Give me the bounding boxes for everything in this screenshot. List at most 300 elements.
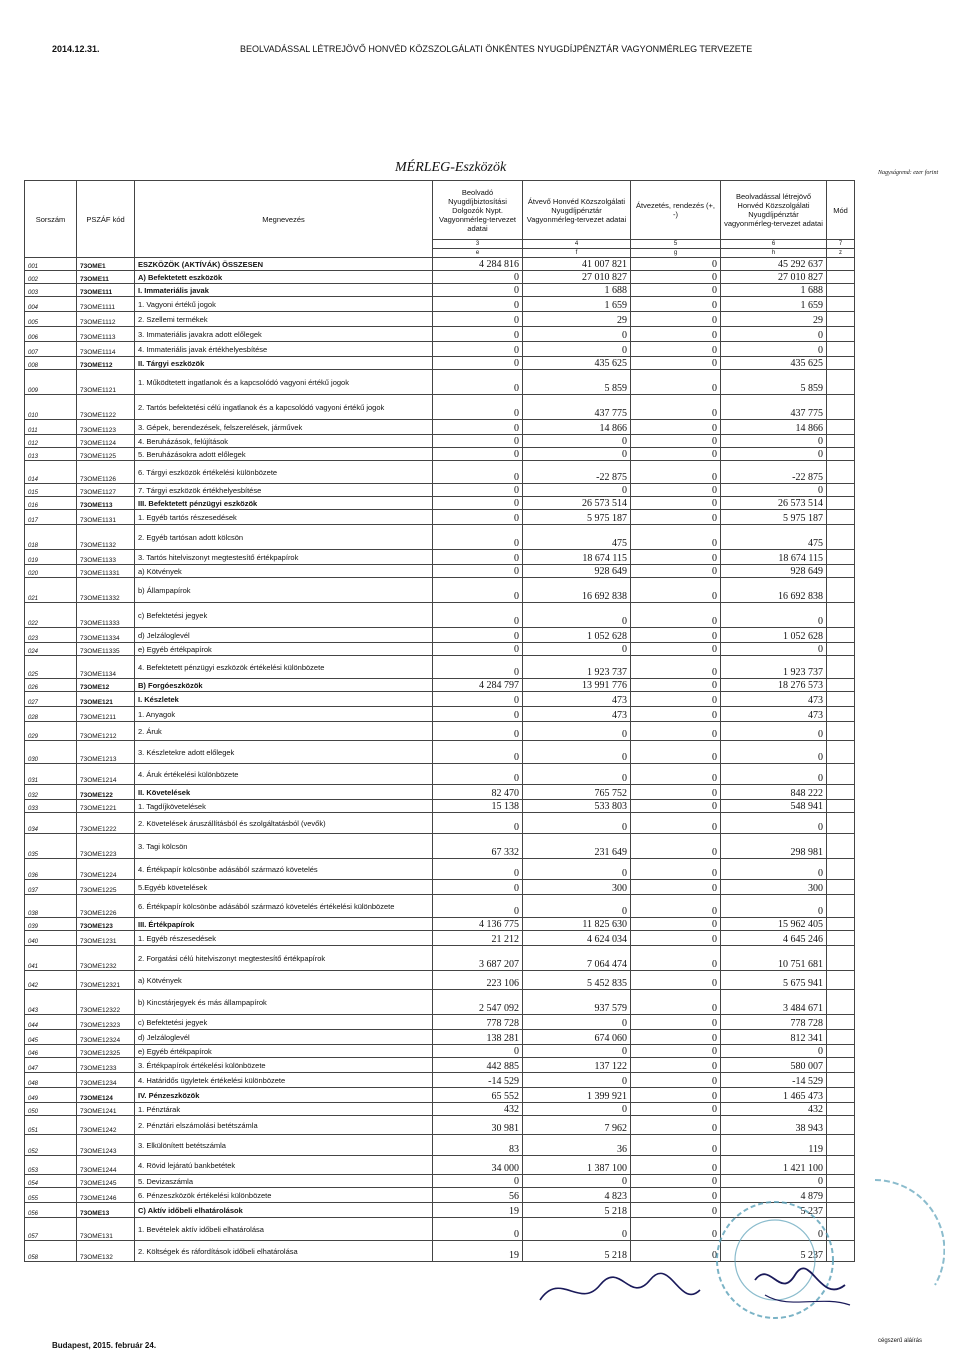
row-value-beolvado: -14 529 — [433, 1073, 523, 1088]
row-value-atvezetes: 0 — [631, 785, 721, 800]
row-value-atvevo: 5 975 187 — [523, 510, 631, 525]
row-pszaf-code: 73OME1124 — [77, 435, 135, 448]
row-pszaf-code: 73OME11332 — [77, 578, 135, 603]
row-name: b) Állampapírok — [135, 578, 433, 603]
row-pszaf-code: 73OME121 — [77, 692, 135, 707]
row-pszaf-code: 73OME1122 — [77, 395, 135, 420]
row-serial: 047 — [25, 1058, 77, 1073]
row-serial: 024 — [25, 643, 77, 656]
row-value-atvevo: 928 649 — [523, 565, 631, 578]
row-name: 4. Befektetett pénzügyi eszközök értékelési különbözete — [135, 656, 433, 679]
col-letter: f — [523, 249, 631, 258]
row-pszaf-code: 73OME12322 — [77, 990, 135, 1015]
row-pszaf-code: 73OME11334 — [77, 628, 135, 643]
row-value-letrejovo: -14 529 — [721, 1073, 827, 1088]
row-mod — [827, 764, 855, 785]
row-value-atvevo: 0 — [523, 1103, 631, 1116]
row-mod — [827, 357, 855, 370]
row-value-beolvado: 432 — [433, 1103, 523, 1116]
row-pszaf-code: 73OME1132 — [77, 525, 135, 550]
row-pszaf-code: 73OME1 — [77, 258, 135, 271]
row-mod — [827, 800, 855, 813]
row-name: 3. Értékpapírok értékelési különbözete — [135, 1058, 433, 1073]
row-value-atvezetes: 0 — [631, 880, 721, 895]
row-serial: 028 — [25, 707, 77, 722]
table-row — [25, 679, 855, 692]
row-value-atvezetes: 0 — [631, 1088, 721, 1103]
row-name: 6. Értékpapír kölcsönbe adásából származó követelés értékelési különbözete — [135, 895, 433, 918]
row-value-beolvado: 0 — [433, 327, 523, 342]
row-name: 4. Határidős ügyletek értékelési különbözete — [135, 1073, 433, 1088]
row-serial: 020 — [25, 565, 77, 578]
row-serial: 018 — [25, 525, 77, 550]
row-value-beolvado: 0 — [433, 461, 523, 484]
row-value-atvevo: 1 659 — [523, 297, 631, 312]
row-serial: 053 — [25, 1156, 77, 1175]
row-value-letrejovo: 29 — [721, 312, 827, 327]
row-name: C) Aktív időbeli elhatárolások — [135, 1203, 433, 1218]
table-row — [25, 895, 855, 918]
row-name: 4. Immateriális javak értékhelyesbítése — [135, 342, 433, 357]
row-value-atvevo: 1 387 100 — [523, 1156, 631, 1175]
table-row — [25, 1045, 855, 1058]
row-value-letrejovo: 18 674 115 — [721, 550, 827, 565]
row-serial: 043 — [25, 990, 77, 1015]
row-value-letrejovo: 5 237 — [721, 1241, 827, 1262]
row-name: 6. Tárgyi eszközök értékelési különbözete — [135, 461, 433, 484]
row-name: ESZKÖZÖK (AKTÍVÁK) ÖSSZESEN — [135, 258, 433, 271]
row-value-letrejovo: 27 010 827 — [721, 271, 827, 284]
row-name: c) Befektetési jegyek — [135, 603, 433, 628]
table-row — [25, 497, 855, 510]
row-value-atvezetes: 0 — [631, 342, 721, 357]
table-row — [25, 1135, 855, 1156]
row-pszaf-code: 73OME111 — [77, 284, 135, 297]
row-serial: 011 — [25, 420, 77, 435]
row-value-atvezetes: 0 — [631, 895, 721, 918]
row-serial: 057 — [25, 1218, 77, 1241]
row-value-beolvado: 0 — [433, 525, 523, 550]
row-value-beolvado: 0 — [433, 297, 523, 312]
row-pszaf-code: 73OME13 — [77, 1203, 135, 1218]
row-value-beolvado: 3 687 207 — [433, 946, 523, 971]
table-row — [25, 357, 855, 370]
table-row — [25, 1073, 855, 1088]
row-mod — [827, 931, 855, 946]
row-value-beolvado: 0 — [433, 550, 523, 565]
row-value-beolvado: 15 138 — [433, 800, 523, 813]
row-value-letrejovo: 475 — [721, 525, 827, 550]
row-pszaf-code: 73OME12324 — [77, 1030, 135, 1045]
row-value-atvezetes: 0 — [631, 420, 721, 435]
row-value-atvevo: 14 866 — [523, 420, 631, 435]
row-name: 5. Beruházásokra adott előlegek — [135, 448, 433, 461]
row-value-beolvado: 19 — [433, 1241, 523, 1262]
row-value-atvevo: 674 060 — [523, 1030, 631, 1045]
row-value-atvezetes: 0 — [631, 497, 721, 510]
row-serial: 026 — [25, 679, 77, 692]
row-value-beolvado: 82 470 — [433, 785, 523, 800]
row-value-beolvado: 138 281 — [433, 1030, 523, 1045]
row-value-letrejovo: 38 943 — [721, 1116, 827, 1135]
row-serial: 040 — [25, 931, 77, 946]
row-mod — [827, 1116, 855, 1135]
row-value-beolvado: 83 — [433, 1135, 523, 1156]
row-value-atvevo: 7 962 — [523, 1116, 631, 1135]
row-mod — [827, 918, 855, 931]
table-row — [25, 785, 855, 800]
row-value-beolvado: 0 — [433, 764, 523, 785]
balance-sheet-table — [24, 180, 855, 1262]
row-value-letrejovo: 45 292 637 — [721, 258, 827, 271]
row-value-letrejovo: 0 — [721, 342, 827, 357]
row-pszaf-code: 73OME1211 — [77, 707, 135, 722]
row-value-beolvado: 0 — [433, 880, 523, 895]
row-mod — [827, 484, 855, 497]
row-mod — [827, 603, 855, 628]
row-value-atvezetes: 0 — [631, 258, 721, 271]
row-value-atvezetes: 0 — [631, 1135, 721, 1156]
table-row — [25, 510, 855, 525]
row-value-letrejovo: 0 — [721, 1045, 827, 1058]
section-title: MÉRLEG-Eszközök — [395, 160, 507, 175]
row-mod — [827, 370, 855, 395]
row-value-beolvado: 4 284 797 — [433, 679, 523, 692]
row-value-atvezetes: 0 — [631, 813, 721, 834]
row-serial: 039 — [25, 918, 77, 931]
table-row — [25, 271, 855, 284]
row-serial: 027 — [25, 692, 77, 707]
row-value-letrejovo: 26 573 514 — [721, 497, 827, 510]
row-value-atvezetes: 0 — [631, 918, 721, 931]
row-value-atvevo: 1 399 921 — [523, 1088, 631, 1103]
row-mod — [827, 284, 855, 297]
col-letter: z — [827, 249, 855, 258]
table-row — [25, 834, 855, 859]
row-value-letrejovo: 0 — [721, 813, 827, 834]
row-value-beolvado: 19 — [433, 1203, 523, 1218]
row-value-letrejovo: 5 675 941 — [721, 971, 827, 990]
row-value-letrejovo: 1 052 628 — [721, 628, 827, 643]
row-value-beolvado: 0 — [433, 656, 523, 679]
row-value-atvevo: 0 — [523, 448, 631, 461]
row-value-letrejovo: 119 — [721, 1135, 827, 1156]
row-value-letrejovo: 4 645 246 — [721, 931, 827, 946]
row-value-beolvado: 0 — [433, 342, 523, 357]
row-value-beolvado: 4 136 775 — [433, 918, 523, 931]
row-value-letrejovo: 5 237 — [721, 1203, 827, 1218]
table-row — [25, 312, 855, 327]
table-row — [25, 1058, 855, 1073]
row-value-beolvado: 0 — [433, 643, 523, 656]
row-mod — [827, 971, 855, 990]
row-serial: 015 — [25, 484, 77, 497]
row-value-letrejovo: 928 649 — [721, 565, 827, 578]
row-value-atvevo: 437 775 — [523, 395, 631, 420]
row-name: 2. Áruk — [135, 722, 433, 741]
table-row — [25, 931, 855, 946]
col-7-header: Mód — [827, 181, 855, 240]
place-date: Budapest, 2015. február 24. — [52, 1341, 157, 1350]
table-row — [25, 284, 855, 297]
row-serial: 037 — [25, 880, 77, 895]
row-pszaf-code: 73OME123 — [77, 918, 135, 931]
table-row — [25, 764, 855, 785]
row-value-beolvado: 0 — [433, 284, 523, 297]
row-value-beolvado: 34 000 — [433, 1156, 523, 1175]
row-name: 3. Tartós hitelviszonyt megtestesítő értékpapírok — [135, 550, 433, 565]
row-pszaf-code: 73OME1234 — [77, 1073, 135, 1088]
col-number: 4 — [523, 240, 631, 249]
row-value-beolvado: 223 106 — [433, 971, 523, 990]
row-value-atvezetes: 0 — [631, 1175, 721, 1188]
row-value-atvezetes: 0 — [631, 946, 721, 971]
row-value-letrejovo: 5 975 187 — [721, 510, 827, 525]
row-value-beolvado: 0 — [433, 435, 523, 448]
row-mod — [827, 435, 855, 448]
row-pszaf-code: 73OME1246 — [77, 1188, 135, 1203]
row-name: 3. Elkülönített betétszámla — [135, 1135, 433, 1156]
row-serial: 016 — [25, 497, 77, 510]
row-value-atvevo: 29 — [523, 312, 631, 327]
table-row — [25, 297, 855, 312]
row-value-letrejovo: -22 875 — [721, 461, 827, 484]
row-pszaf-code: 73OME1121 — [77, 370, 135, 395]
row-value-beolvado: 0 — [433, 510, 523, 525]
row-value-beolvado: 0 — [433, 722, 523, 741]
row-value-beolvado: 0 — [433, 1045, 523, 1058]
row-value-beolvado: 67 332 — [433, 834, 523, 859]
row-serial: 038 — [25, 895, 77, 918]
row-value-atvevo: 0 — [523, 1073, 631, 1088]
row-value-beolvado: 0 — [433, 271, 523, 284]
row-value-atvezetes: 0 — [631, 435, 721, 448]
row-serial: 055 — [25, 1188, 77, 1203]
table-row — [25, 1116, 855, 1135]
row-value-atvevo: 533 803 — [523, 800, 631, 813]
row-pszaf-code: 73OME1123 — [77, 420, 135, 435]
row-value-beolvado: 0 — [433, 1175, 523, 1188]
table-row — [25, 420, 855, 435]
row-name: 1. Egyéb részesedések — [135, 931, 433, 946]
row-pszaf-code: 73OME1214 — [77, 764, 135, 785]
row-pszaf-code: 73OME1127 — [77, 484, 135, 497]
row-name: 2. Költségek és ráfordítások időbeli elhatárolása — [135, 1241, 433, 1262]
row-mod — [827, 895, 855, 918]
col-letter: h — [721, 249, 827, 258]
row-name: 2. Egyéb tartósan adott kölcsön — [135, 525, 433, 550]
row-mod — [827, 327, 855, 342]
unit-note: Nagyságrend: ezer forint — [878, 170, 939, 176]
row-name: 6. Pénzeszközök értékelési különbözete — [135, 1188, 433, 1203]
table-row — [25, 258, 855, 271]
row-serial: 050 — [25, 1103, 77, 1116]
row-value-beolvado: 0 — [433, 420, 523, 435]
table-row — [25, 741, 855, 764]
row-mod — [827, 525, 855, 550]
table-row — [25, 1088, 855, 1103]
row-value-atvevo: 0 — [523, 643, 631, 656]
row-pszaf-code: 73OME1233 — [77, 1058, 135, 1073]
row-serial: 008 — [25, 357, 77, 370]
row-serial: 014 — [25, 461, 77, 484]
row-pszaf-code: 73OME1242 — [77, 1116, 135, 1135]
row-value-letrejovo: 1 688 — [721, 284, 827, 297]
table-row — [25, 1030, 855, 1045]
row-value-atvevo: 231 649 — [523, 834, 631, 859]
row-mod — [827, 1030, 855, 1045]
row-value-atvezetes: 0 — [631, 692, 721, 707]
row-mod — [827, 271, 855, 284]
row-value-letrejovo: 0 — [721, 741, 827, 764]
row-value-atvevo: 475 — [523, 525, 631, 550]
row-serial: 032 — [25, 785, 77, 800]
row-pszaf-code: 73OME1226 — [77, 895, 135, 918]
row-pszaf-code: 73OME12323 — [77, 1015, 135, 1030]
row-serial: 052 — [25, 1135, 77, 1156]
row-value-atvevo: 4 624 034 — [523, 931, 631, 946]
row-mod — [827, 550, 855, 565]
row-value-beolvado: 0 — [433, 1218, 523, 1241]
row-serial: 001 — [25, 258, 77, 271]
row-name: a) Kötvények — [135, 565, 433, 578]
row-value-beolvado: 0 — [433, 628, 523, 643]
col-number: 7 — [827, 240, 855, 249]
row-value-atvevo: 0 — [523, 741, 631, 764]
row-value-letrejovo: 18 276 573 — [721, 679, 827, 692]
row-serial: 049 — [25, 1088, 77, 1103]
col-number: 5 — [631, 240, 721, 249]
row-value-atvevo: 26 573 514 — [523, 497, 631, 510]
row-value-beolvado: 0 — [433, 357, 523, 370]
row-value-letrejovo: 548 941 — [721, 800, 827, 813]
row-mod — [827, 1135, 855, 1156]
table-row — [25, 813, 855, 834]
table-row — [25, 578, 855, 603]
row-mod — [827, 565, 855, 578]
row-value-atvezetes: 0 — [631, 284, 721, 297]
row-name: 7. Tárgyi eszközök értékhelyesbítése — [135, 484, 433, 497]
table-row — [25, 628, 855, 643]
table-row — [25, 342, 855, 357]
row-value-letrejovo: 473 — [721, 707, 827, 722]
row-value-atvezetes: 0 — [631, 931, 721, 946]
row-serial: 017 — [25, 510, 77, 525]
row-serial: 031 — [25, 764, 77, 785]
table-row — [25, 880, 855, 895]
row-serial: 003 — [25, 284, 77, 297]
row-pszaf-code: 73OME112 — [77, 357, 135, 370]
row-value-beolvado: 2 547 092 — [433, 990, 523, 1015]
row-value-atvezetes: 0 — [631, 1058, 721, 1073]
row-name: 1. Tagdíjkövetelések — [135, 800, 433, 813]
row-value-beolvado: 0 — [433, 484, 523, 497]
row-name: 1. Egyéb tartós részesedések — [135, 510, 433, 525]
row-value-atvezetes: 0 — [631, 448, 721, 461]
row-pszaf-code: 73OME124 — [77, 1088, 135, 1103]
row-mod — [827, 1073, 855, 1088]
row-mod — [827, 497, 855, 510]
row-pszaf-code: 73OME1111 — [77, 297, 135, 312]
row-pszaf-code: 73OME1224 — [77, 859, 135, 880]
row-value-atvevo: 41 007 821 — [523, 258, 631, 271]
row-value-atvezetes: 0 — [631, 859, 721, 880]
row-serial: 019 — [25, 550, 77, 565]
row-value-atvezetes: 0 — [631, 370, 721, 395]
row-value-atvevo: 137 122 — [523, 1058, 631, 1073]
row-value-atvezetes: 0 — [631, 550, 721, 565]
row-name: III. Értékpapírok — [135, 918, 433, 931]
row-value-atvezetes: 0 — [631, 395, 721, 420]
row-name: 4. Rövid lejáratú bankbetétek — [135, 1156, 433, 1175]
col-name-header: Megnevezés — [135, 181, 433, 258]
table-row — [25, 484, 855, 497]
row-value-atvezetes: 0 — [631, 971, 721, 990]
row-value-atvevo: 1 688 — [523, 284, 631, 297]
row-value-atvezetes: 0 — [631, 679, 721, 692]
row-pszaf-code: 73OME11 — [77, 271, 135, 284]
row-value-atvevo: 0 — [523, 603, 631, 628]
row-pszaf-code: 73OME1232 — [77, 946, 135, 971]
row-name: e) Egyéb értékpapírok — [135, 1045, 433, 1058]
row-mod — [827, 258, 855, 271]
row-value-letrejovo: 848 222 — [721, 785, 827, 800]
row-serial: 042 — [25, 971, 77, 990]
row-mod — [827, 813, 855, 834]
row-value-letrejovo: 0 — [721, 643, 827, 656]
row-value-atvezetes: 0 — [631, 578, 721, 603]
row-mod — [827, 297, 855, 312]
row-name: 1. Vagyoni értékű jogok — [135, 297, 433, 312]
table-row — [25, 565, 855, 578]
row-pszaf-code: 73OME1131 — [77, 510, 135, 525]
row-serial: 046 — [25, 1045, 77, 1058]
row-pszaf-code: 73OME1223 — [77, 834, 135, 859]
row-value-atvevo: 0 — [523, 1045, 631, 1058]
col-letter: e — [433, 249, 523, 258]
row-value-beolvado: 0 — [433, 603, 523, 628]
row-value-letrejovo: 5 859 — [721, 370, 827, 395]
row-value-atvezetes: 0 — [631, 357, 721, 370]
col-pszaf-header: PSZÁF kód — [77, 181, 135, 258]
row-value-atvevo: 300 — [523, 880, 631, 895]
row-value-beolvado: 0 — [433, 312, 523, 327]
row-value-atvevo: 0 — [523, 722, 631, 741]
row-pszaf-code: 73OME122 — [77, 785, 135, 800]
row-serial: 004 — [25, 297, 77, 312]
row-serial: 025 — [25, 656, 77, 679]
table-row — [25, 1103, 855, 1116]
row-value-atvezetes: 0 — [631, 1188, 721, 1203]
row-name: 2. Követelések áruszállításból és szolgáltatásból (vevők) — [135, 813, 433, 834]
row-value-atvevo: 5 859 — [523, 370, 631, 395]
row-value-beolvado: 21 212 — [433, 931, 523, 946]
row-name: II. Tárgyi eszközök — [135, 357, 433, 370]
row-value-beolvado: 65 552 — [433, 1088, 523, 1103]
table-row — [25, 327, 855, 342]
row-value-atvevo: 0 — [523, 1015, 631, 1030]
row-value-atvevo: 5 218 — [523, 1241, 631, 1262]
row-name: 1. Anyagok — [135, 707, 433, 722]
table-row — [25, 707, 855, 722]
row-serial: 013 — [25, 448, 77, 461]
row-pszaf-code: 73OME1225 — [77, 880, 135, 895]
row-serial: 044 — [25, 1015, 77, 1030]
row-serial: 002 — [25, 271, 77, 284]
row-value-letrejovo: 1 659 — [721, 297, 827, 312]
row-name: 1. Pénztárak — [135, 1103, 433, 1116]
row-name: 1. Működtetett ingatlanok és a kapcsolódó vagyoni értékű jogok — [135, 370, 433, 395]
